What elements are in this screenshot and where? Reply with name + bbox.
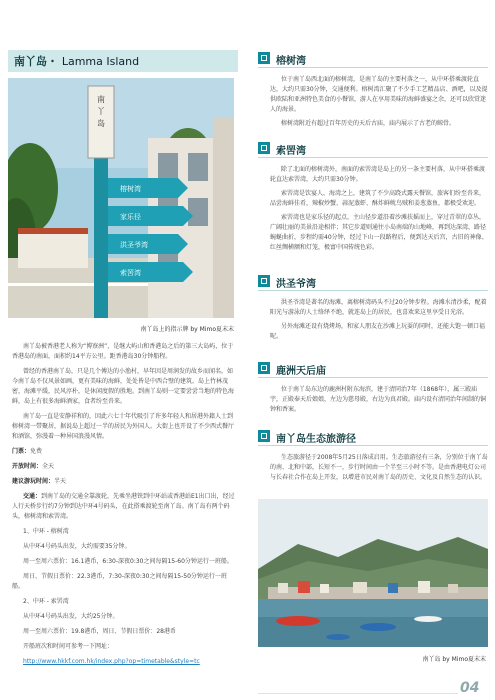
open-label: 开放时间：: [12, 463, 43, 470]
route-1-duration: 从中环4号码头出发，大约需要35分钟。: [23, 543, 131, 550]
section-paragraph: 另外海滩还设有烧烤场，和家人朋友在沙滩上玩耍的同时，还能大饱一顿口福呢。: [270, 323, 486, 340]
section-body: [258, 294, 488, 342]
section-rongshuwan: [258, 52, 488, 133]
schedule-link[interactable]: http://www.hkkf.com.hk/index.php?op=timetable&style=tc: [23, 658, 200, 665]
schedule-url-line: [12, 657, 236, 667]
page-number: 04: [460, 680, 480, 696]
signpost-caption: 南丫岛上的指示牌 by Mimo夏末末: [140, 326, 234, 333]
harbor-photo: [258, 499, 488, 647]
schedule-note: 开船班次和时间可参考一下网址：: [23, 643, 114, 650]
intro-paragraph-1: 南丫岛被香港老人称为“博寮洲”，是继大屿山和香港岛之后的第三大岛屿，位于香港岛的南面，面积约14平方公里。距香港岛30分钟船程。: [12, 343, 234, 360]
article-title-bar: [8, 50, 238, 72]
sign-arm-1: 榕树湾: [120, 185, 141, 193]
route-1-weekday: 周一至周六票价：16.1港币，6:30-深夜0:30之间每隔15-60分钟运行一班船。: [23, 558, 233, 565]
ticket-value: 免费: [30, 448, 43, 455]
section-divider: [258, 377, 488, 378]
ticket-info: [12, 447, 236, 457]
section-bullet-icon: [258, 430, 270, 442]
section-body: [258, 449, 488, 483]
suggest-info: [12, 477, 236, 487]
section-header: [258, 362, 488, 376]
sign-arm-2: 家乐径: [120, 213, 141, 221]
suggest-value: 半天: [54, 478, 67, 485]
sign-arm-4: 索罟湾: [120, 269, 141, 277]
section-hongshengyewan: [258, 275, 488, 346]
section-paragraph: 索罟湾是饮宴人，海湾之上，建筑了不少高跷式露天餐馆，旅客们纷至沓来，品尝海鲜佳肴，辣椒炒蟹、蒜泥蒸虾、酥炸鲜鱿鸟贼和姜葱蒸鱼，都极受欢迎。: [270, 190, 486, 207]
article-body: [12, 342, 236, 672]
open-info: [12, 462, 236, 472]
sign-top-text-1: 南: [97, 95, 105, 104]
open-value: 全天: [42, 463, 55, 470]
article-title-cn: 南丫岛・: [14, 55, 58, 68]
article-title: [14, 53, 139, 69]
traffic-value: 到南丫岛的交通全靠渡轮，先乘坐港铁到中环站或香港站E1出口出，经过人行天桥步行约7分钟到达中环4号码头，在此搭乘渡轮至南丫岛。南丫岛有两个码头，榕树湾和索罟湾。: [12, 493, 235, 520]
route-1-title: 1、中环 - 榕树湾: [23, 528, 69, 535]
harbor-caption: 南丫岛 by Mimo夏末末: [422, 656, 486, 663]
section-suoguwan: [258, 142, 488, 257]
signpost-photo: [8, 78, 234, 318]
sign-top-text-2: 丫: [97, 107, 105, 116]
section-bullet-icon: [258, 275, 270, 287]
section-title: 鹿洲天后庙: [276, 366, 326, 377]
section-body: [258, 381, 488, 415]
section-paragraph: 除了北面的榕树湾外，南面的索罟湾是岛上的另一条主要村落，从中环搭乘渡轮直达索罟湾，大约只需30分钟。: [270, 166, 486, 183]
section-divider: [258, 67, 488, 68]
section-paragraph: 榕树湾附近有超过百年历史的天后古庙，庙内展示了古老的鲸骨。: [281, 120, 456, 127]
sign-top-text-3: 岛: [97, 119, 105, 128]
ticket-label: 门票：: [12, 448, 31, 455]
section-paragraph: 位于南丫岛东边的鹿洲村附东海滨，建于清同治7年（1868年），属三殿庙宇，正殿奉天后娘娘，左边为慈母殿，右边为真君殿。庙内设有清同治年间制的铜钟和香案。: [270, 386, 487, 413]
article-title-en: Lamma Island: [61, 55, 140, 68]
suggest-label: 建议游玩时间：: [12, 478, 55, 485]
section-bullet-icon: [258, 362, 270, 374]
section-paragraph: 位于南丫岛西北面的榕树湾，是南丫岛的主要村落之一，从中环搭乘渡轮直达，大约只需30分钟，交通便利。榕树湾汇聚了不少手工艺精品店、酒吧，以及提供欧陆和亚洲特色美食的小餐馆，游人在享用美味的海鲜盛宴之余，还可以欣赏迷人的海景。: [270, 76, 488, 113]
route-1-holiday: 周日、节假日票价：22.3港币，7:30-深夜0:30之间每隔15-50分钟运行一班船。: [12, 573, 227, 590]
section-body: [258, 161, 488, 253]
section-header: [258, 52, 488, 66]
section-title: 南丫岛生态旅游径: [276, 434, 356, 445]
section-paragraph: 索罟湾也是家乐径的起点，主山径步道沿着沙滩扶摇而上，穿过青翠的草丛，广阔壮丽的美景沿途相伴；其它步道则通往小岛南端的山地峰，再到达深湾，路径蜿蜒曲折，步程约需40分钟，经过下山一段路程后，便到达天后宫，古旧的神像、红丝绸横额和灯笼，极富中国传统色彩。: [270, 214, 488, 251]
section-paragraph: 生态旅游径于2008年5月25日落成启用。生态旅游径有三条，分别位于南丫岛的南、北和中部，长短不一，步行时间由一个半至三小时不等。是由香港电灯公司与长春社合作在岛上开发，以增进市民对南丫岛的历史、文化及自然生态的认识。: [270, 454, 488, 481]
section-header: [258, 142, 488, 156]
route-2-title: 2、中环 - 索罟湾: [23, 598, 69, 605]
section-title: 榕树湾: [276, 56, 306, 67]
route-2-fares: 周一至周六票价：19.8港币，周日、节假日票价：28港币: [23, 628, 176, 635]
section-paragraph: 洪圣爷湾是著名的海滩，离榕树湾码头不过20分钟步程。海滩水清沙柔，配着阳光与游泳的人士络绎不绝，就连岛上的居民，也喜欢来这里享受日光浴。: [270, 299, 487, 316]
intro-paragraph-2: 曾经的香港南丫岛，只是几个傅达的小渔村，早年因是周润发的故乡而闻名。如今南丫岛不仅风景如画，更有美味的海鲜，处处皆是中西合璧的建筑。岛上竹林茂密，海滩平缓，民风淳朴，是休闲度假的胜地。到南丫岛则一定要尝尝当地的特色海鲜，岛上有很多海鲜酒家，食者纷至沓来。: [12, 368, 235, 405]
section-header: [258, 275, 488, 289]
section-bullet-icon: [258, 52, 270, 64]
section-body: [258, 71, 488, 129]
section-title: 索罟湾: [276, 146, 306, 157]
section-luzhou-temple: [258, 362, 488, 419]
section-title: 洪圣爷湾: [276, 279, 316, 290]
intro-paragraph-3: 南丫岛一直是安静祥和的，因此六七十年代吸引了许多年轻人和居港外籍人士到榕树湾一带聚居，据说岛上超过一半的居民为外国人。大街上也开设了不少西式餐厅和酒馆，弥漫着一种异国浪漫风情。: [12, 413, 235, 440]
section-divider: [258, 445, 488, 446]
section-eco-trail: [258, 430, 488, 487]
section-bullet-icon: [258, 142, 270, 154]
route-2-duration: 从中环4号码头出发，大约25分钟。: [23, 613, 119, 620]
traffic-label: 交通：: [23, 493, 42, 500]
section-divider: [258, 157, 488, 158]
section-header: [258, 430, 488, 444]
section-divider: [258, 290, 488, 291]
traffic-info: [12, 492, 236, 522]
footer-divider: [258, 693, 458, 694]
sign-arm-3: 洪圣爷湾: [120, 241, 148, 249]
